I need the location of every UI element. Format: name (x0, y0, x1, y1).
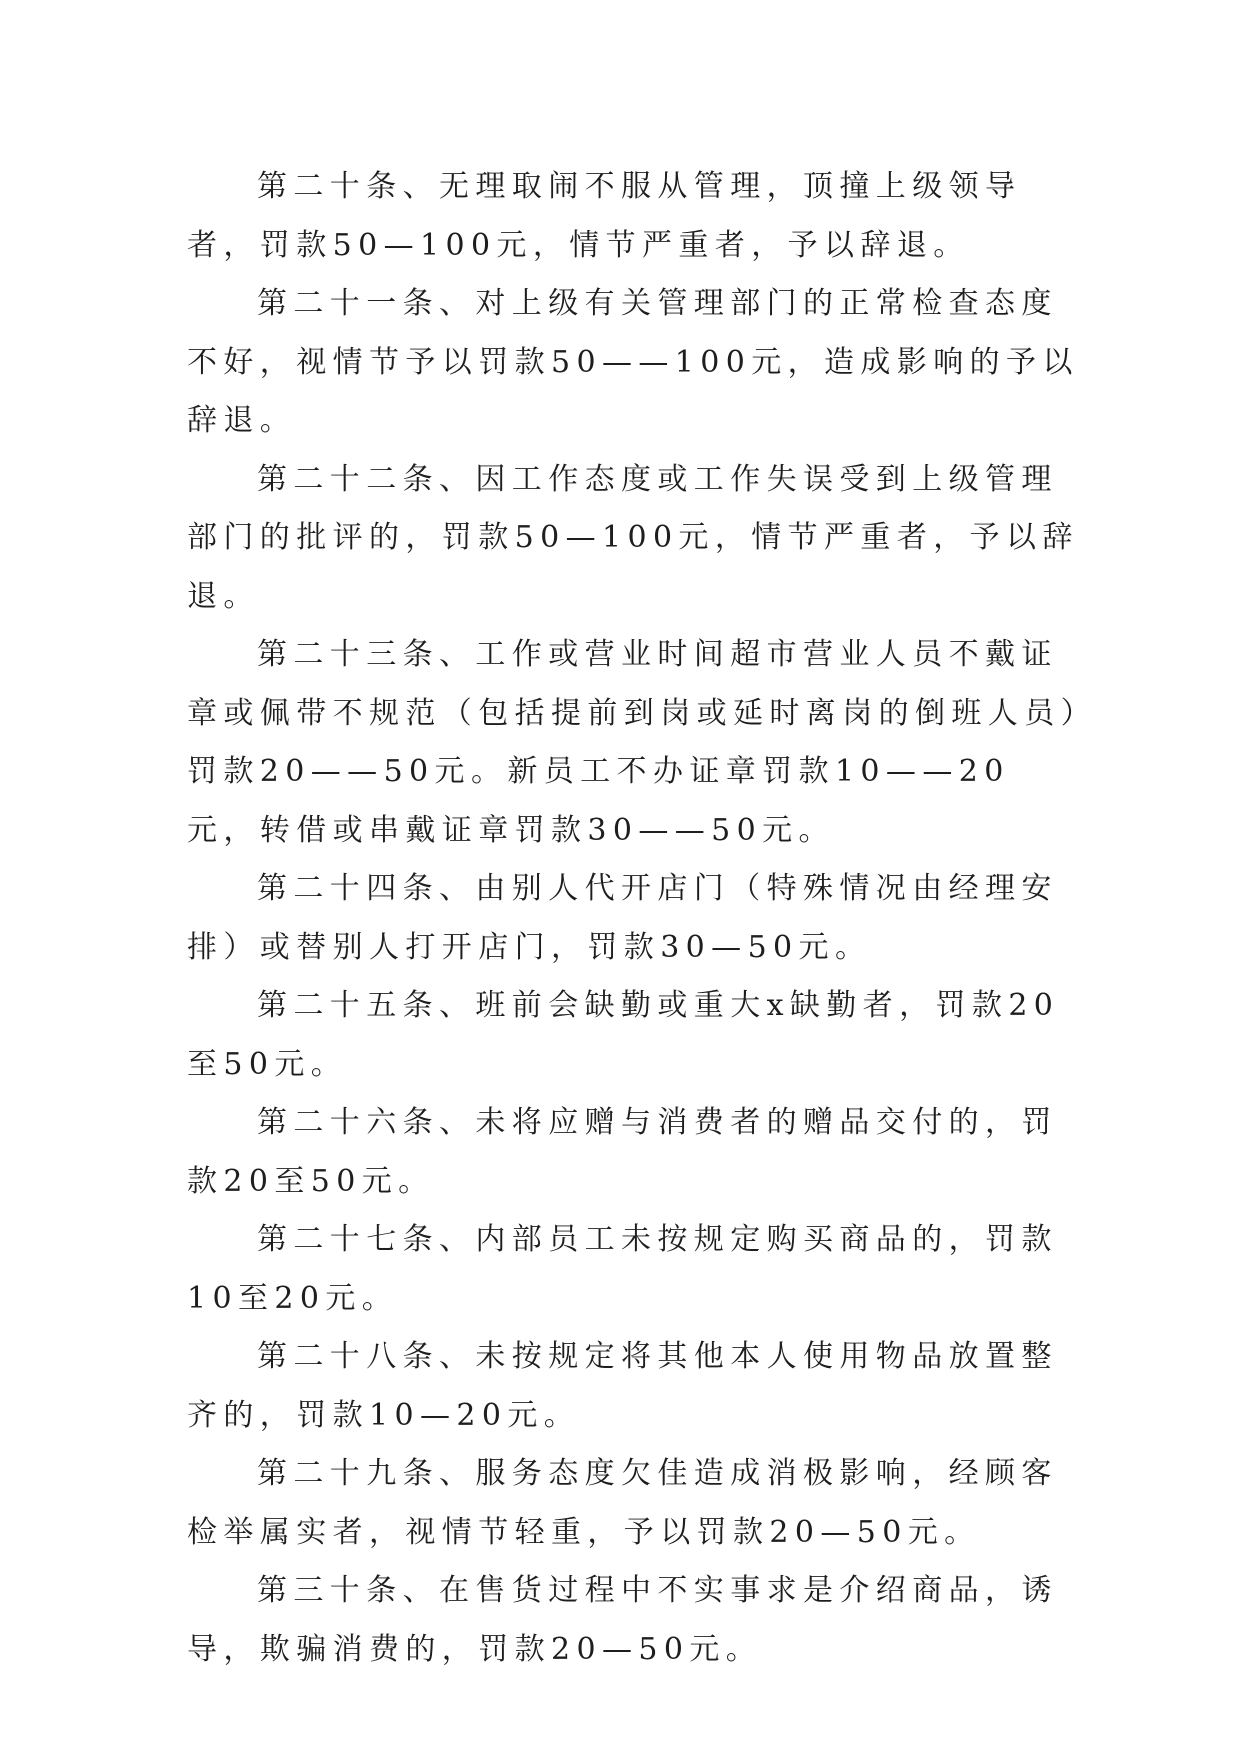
article-25: 第二十五条、班前会缺勤或重大x缺勤者，罚款20至50元。 (187, 988, 1060, 1082)
article-30: 第三十条、在售货过程中不实事求是介绍商品，诱导，欺骗消费的，罚款20—50元。 (187, 1573, 1058, 1667)
article-24: 第二十四条、由别人代开店门（特殊情况由经理安排）或替别人打开店门，罚款30—50元。 (187, 871, 1058, 965)
article-23: 第二十三条、工作或营业时间超市营业人员不戴证章或佩带不规范（包括提前到岗或延时离岗的倒班人员）罚款20——50元。新员工不办证章罚款10——20元，转借或串戴证章罚款30——50元。 (187, 637, 1082, 848)
document-body (187, 158, 1082, 1679)
article-28: 第二十八条、未按规定将其他本人使用物品放置整齐的，罚款10—20元。 (187, 1339, 1058, 1433)
article-20: 第二十条、无理取闹不服从管理，顶撞上级领导者，罚款50—100元，情节严重者，予以辞退。 (187, 169, 1022, 263)
article-21: 第二十一条、对上级有关管理部门的正常检查态度不好，视情节予以罚款50——100元，造成影响的予以辞退。 (187, 286, 1079, 438)
article-22: 第二十二条、因工作态度或工作失误受到上级管理部门的批评的，罚款50—100元，情节严重者，予以辞退。 (187, 461, 1079, 614)
article-27: 第二十七条、内部员工未按规定购买商品的，罚款10至20元。 (187, 1222, 1058, 1316)
article-26: 第二十六条、未将应赠与消费者的赠品交付的，罚款20至50元。 (187, 1105, 1058, 1199)
article-29: 第二十九条、服务态度欠佳造成消极影响，经顾客检举属实者，视情节轻重，予以罚款20—50元。 (187, 1456, 1058, 1550)
